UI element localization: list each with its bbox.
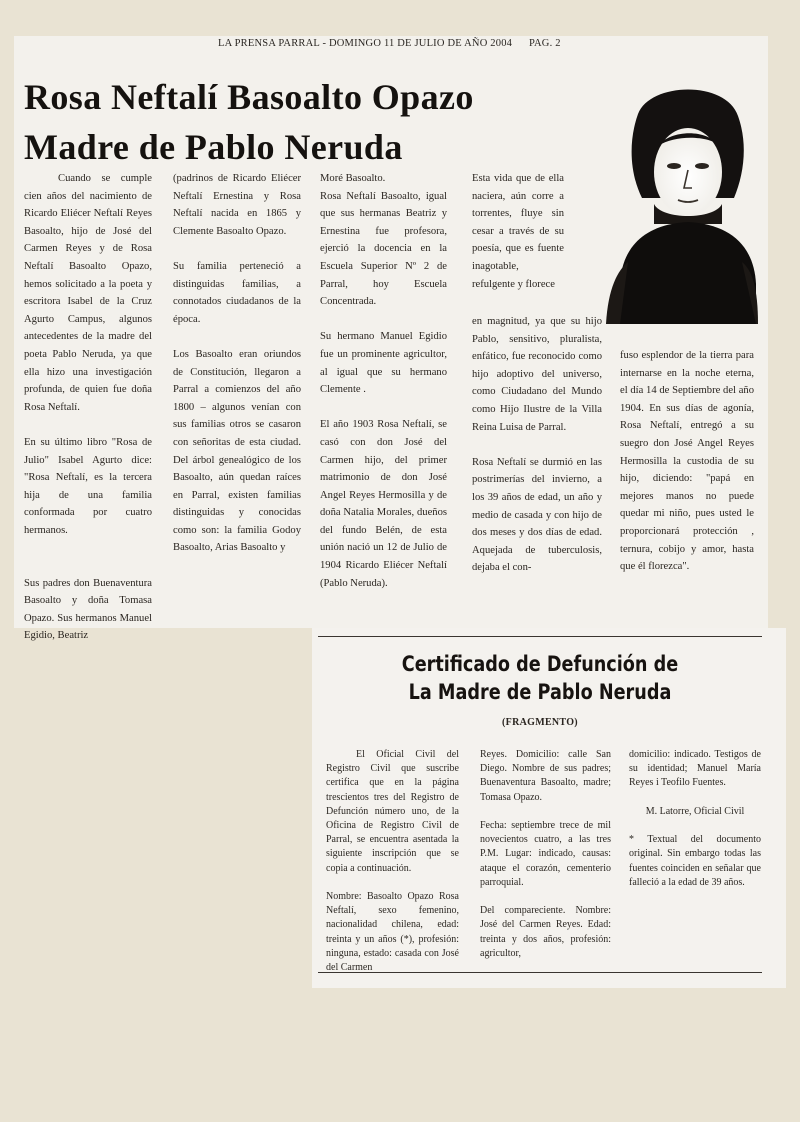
article-column-1: [24, 170, 152, 645]
article-title-line-2: Madre de Pablo Neruda: [24, 127, 403, 167]
paragraph: Rosa Neftalí se durmió en las postrimerías del invierno, a los 39 años de edad, un año y medio de casada y con hijo de dos meses y dos días de edad. Aquejada de tuberculosis, dejaba el con-: [472, 456, 602, 574]
paragraph: Nombre: Basoalto Opazo Rosa Neftalí, sexo femenino, nacionalidad chilena, edad: treinta y un años (*), profesión: ninguna, estado: casada con José del Carmen: [326, 891, 459, 974]
article-column-5: [620, 347, 754, 576]
paragraph: Cuando se cumple cien años del nacimiento de Ricardo Eliécer Neftalí Reyes Basoalto, hijo de José del Carmen Reyes y de Rosa Neftalí Basoalto Opazo, hemos solicitado a la poeta y escritora Isabel de la Cruz Agurto Campus, algunos antecedentes de la madre del poeta Pablo Neruda, ya que ella hizo una investigación profunda, de quien fue doña Rosa Neftalí.: [24, 173, 152, 413]
article-column-2: [173, 170, 301, 557]
page-header: [218, 38, 598, 49]
paragraph: Moré Basoalto.: [320, 173, 386, 184]
article-column-3: [320, 170, 447, 592]
certificate-title-line-2: La Madre de Pablo Neruda: [408, 680, 672, 704]
portrait-woman-icon: [598, 74, 768, 324]
article-column-4: [472, 313, 602, 577]
paragraph: El Oficial Civil del Registro Civil que suscribe certifica que en la página trescientos tres del Registro de Defunción número uno, de la Oficina de Registro Civil de Parral, se encuentra asentada la siguiente inscripción que se copia a continuación.: [326, 749, 459, 874]
certificate-column-2: [480, 748, 611, 961]
certificate-column-3: [629, 748, 761, 890]
certificate-subtitle: (FRAGMENTO): [502, 717, 578, 728]
paragraph: Su hermano Manuel Egidio fue un prominente agricultor, al igual que su hermano Clemente .: [320, 331, 447, 396]
paragraph: fuso esplendor de la tierra para internarse en la noche eterna, el día 14 de Septiembre del año 1904. En sus días de agonía, Rosa Neftalí, entregó a su suegro don José Angel Reyes Hermosilla la custodia de su hijo, diciendo: "papá en mejores manos no puede quedar mi niño, pues usted le proporcionará protección , ternura, cobijo y amor, hasta que él florezca".: [620, 350, 754, 573]
paragraph: Sus padres don Buenaventura Basoalto y doña Tomasa Opazo. Sus hermanos Manuel Egidio, Beatriz: [24, 577, 152, 642]
paragraph: En su último libro "Rosa de Julio" Isabel Agurto dice: "Rosa Neftalí, es la tercera hija de una familia conformada por cuatro hermanos.: [24, 436, 152, 536]
footnote: * Textual del documento original. Sin embargo todas las fuentes coinciden en señalar que falleció a la edad de 39 años.: [629, 834, 761, 888]
paragraph: domicilio: indicado. Testigos de su identidad; Manuel María Reyes i Teofilo Fuentes.: [629, 749, 761, 789]
divider-top: [318, 636, 762, 637]
certificate-title-line-1: Certificado de Defunción de: [401, 652, 679, 676]
paragraph: Rosa Neftalí Basoalto, igual que sus hermanas Beatriz y Ernestina fue profesora, ejerció la docencia en la Escuela Superior Nº 2 de Parral, hoy Escuela Concentrada.: [320, 190, 447, 308]
paragraph: Su familia perteneció a distinguidas familias, a connotados ciudadanos de la época.: [173, 260, 301, 325]
paragraph: Del compareciente. Nombre: José del Carmen Reyes. Edad: treinta y dos años, profesión: agricultor,: [480, 905, 611, 959]
paragraph: en magnitud, ya que su hijo Pablo, sensitivo, pluralista, enfático, fue reconocido como hijo adoptivo del universo, como Ciudadano del Mundo como Hijo Ilustre de la Villa Reina Luisa de Parral.: [472, 316, 602, 433]
article-title-line-1: Rosa Neftalí Basoalto Opazo: [24, 77, 474, 117]
page-number: PAG. 2: [528, 38, 561, 49]
paragraph: El año 1903 Rosa Neftalí, se casó con don José del Carmen hijo, del primer matrimonio de don José Angel Reyes Hermosilla y de doña Natalia Morales, dueños del fundo Belén, de esta unión nació un 12 de Julio de 1904 Ricardo Eliécer Neftalí (Pablo Neruda).: [320, 419, 447, 589]
certificate-column-1: [326, 748, 459, 975]
paragraph: Esta vida que de ella naciera, aún corre a torrentes, fluye sin cesar a través de su poesía, que es fuente inagotable, refulgente y florece: [472, 173, 564, 290]
masthead-text: LA PRENSA PARRAL - DOMINGO 11 DE JULIO DE AÑO 2004: [218, 38, 513, 49]
paragraph: Fecha: septiembre trece de mil novecientos cuatro, a las tres P.M. Lugar: indicado, causas: ataque el corazón, cementerio parroquial.: [480, 820, 611, 888]
paragraph: Reyes. Domicilio: calle San Diego. Nombre de sus padres; Buenaventura Basoalto, madre; Tomasa Opazo.: [480, 749, 611, 803]
article-column-4-top: [472, 170, 564, 293]
signature-block: M. Latorre, Oficial Civil: [645, 805, 745, 817]
paragraph: (padrinos de Ricardo Eliécer Neftalí Ernestina y Rosa Neftalí nacida en 1865 y Clemente Basoalto Opazo.: [173, 173, 301, 237]
divider-bottom: [318, 972, 762, 973]
paragraph: Los Basoalto eran oriundos de Constitución, llegaron a Parral a comienzos del año 1800 – algunos venían con sus familias otros se casaron con señoritas de esta ciudad. Del árbol genealógico de los Basoalto, aún quedan raíces en Parral, existen familias distinguidas y conocidas como son: la familia Godoy Basoalto, Arias Basoalto y: [173, 348, 301, 554]
